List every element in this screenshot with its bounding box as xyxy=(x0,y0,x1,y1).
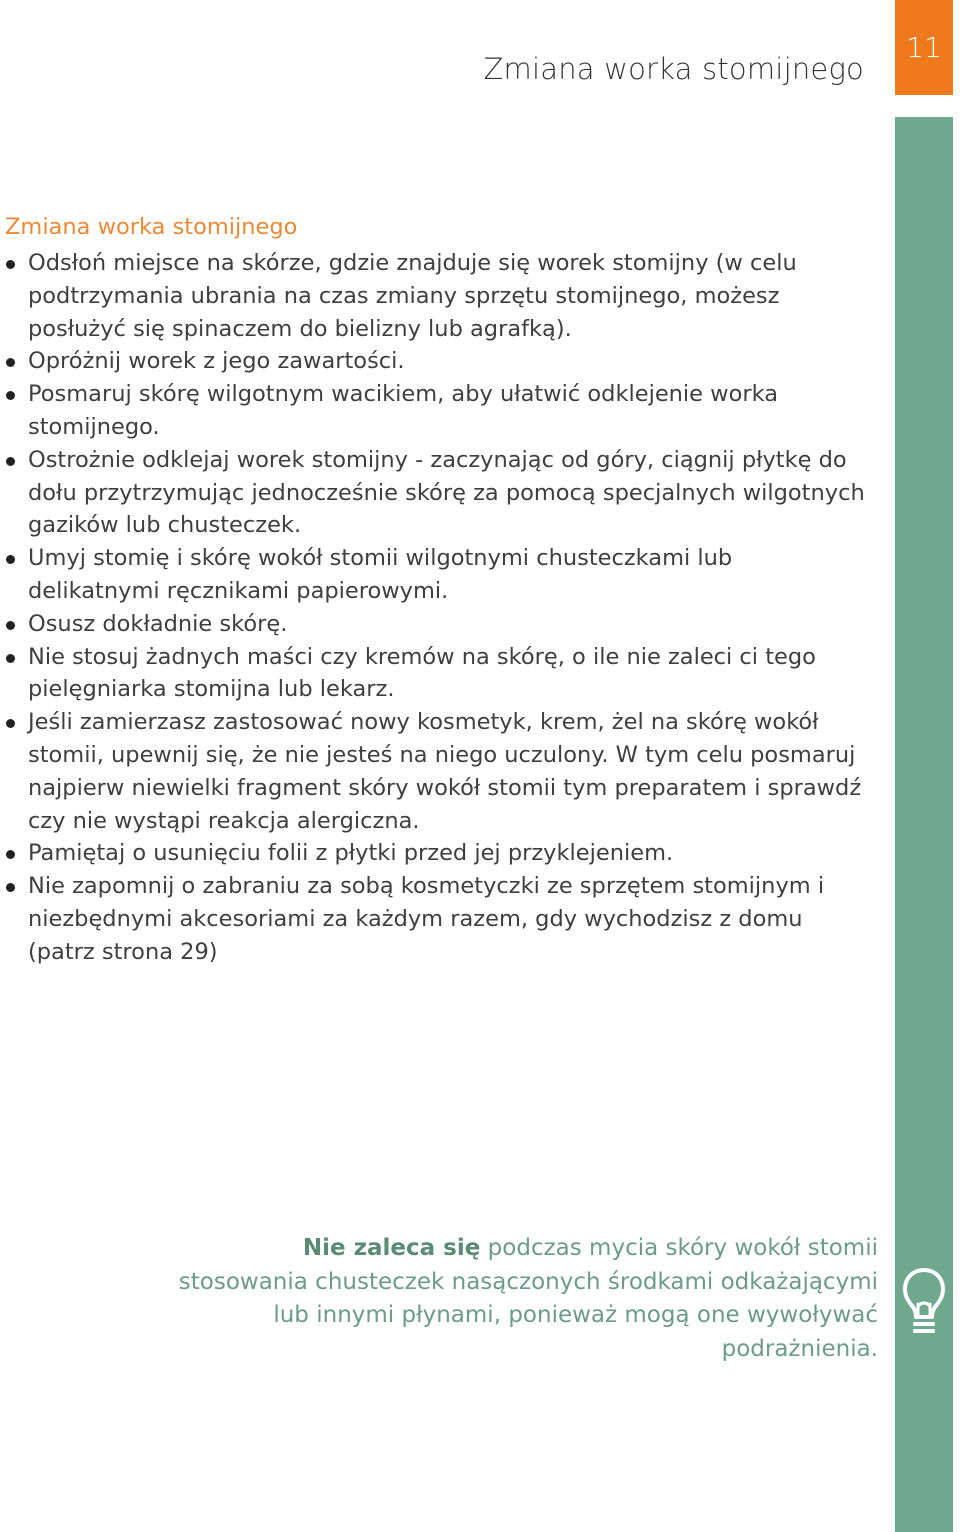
list-item: Umyj stomię i skórę wokół stomii wilgotnymi chusteczkami lub delikatnymi ręcznikami papierowymi. xyxy=(5,542,865,608)
list-item: Posmaruj skórę wilgotnym wacikiem, aby ułatwić odklejenie worka stomijnego. xyxy=(5,378,865,444)
list-item: Odsłoń miejsce na skórze, gdzie znajduje się worek stomijny (w celu podtrzymania ubrania na czas zmiany sprzętu stomijnego, możesz posłużyć się spinaczem do bielizny lub agrafką). xyxy=(5,247,865,345)
list-item: Osusz dokładnie skórę. xyxy=(5,608,865,641)
list-item: Nie stosuj żadnych maści czy kremów na skórę, o ile nie zaleci ci tego pielęgniarka stomijna lub lekarz. xyxy=(5,641,865,707)
list-item: Pamiętaj o usunięciu folii z płytki przed jej przyklejeniem. xyxy=(5,837,865,870)
instruction-list xyxy=(5,247,865,969)
page-number-tab xyxy=(895,0,953,95)
tip-body: podczas mycia skóry wokół stomii stosowania chusteczek nasączonych środkami odkażającymi lub innymi płynami, ponieważ mogą one wywoływać podrażnienia. xyxy=(178,1235,878,1362)
page-number: 11 xyxy=(906,31,942,64)
lightbulb-icon xyxy=(902,1266,946,1338)
page-title: Zmiana worka stomijnego xyxy=(483,52,864,86)
list-item: Opróżnij worek z jego zawartości. xyxy=(5,345,865,378)
section-heading: Zmiana worka stomijnego xyxy=(5,214,298,240)
tip-emphasis: Nie zaleca się xyxy=(302,1235,481,1261)
list-item: Jeśli zamierzasz zastosować nowy kosmetyk, krem, żel na skórę wokół stomii, upewnij się, że nie jesteś na niego uczulony. W tym celu posmaruj najpierw niewielki fragment skóry wokół stomii tym preparatem i sprawdź czy nie wystąpi reakcja alergiczna. xyxy=(5,706,865,837)
list-item: Nie zapomnij o zabraniu za sobą kosmetyczki ze sprzętem stomijnym i niezbędnymi akcesoriami za każdym razem, gdy wychodzisz z domu (patrz strona 29) xyxy=(5,870,865,968)
tip-box xyxy=(178,1232,878,1366)
list-item: Ostrożnie odklejaj worek stomijny - zaczynając od góry, ciągnij płytkę do dołu przytrzymując jednocześnie skórę za pomocą specjalnych wilgotnych gazików lub chusteczek. xyxy=(5,444,865,542)
